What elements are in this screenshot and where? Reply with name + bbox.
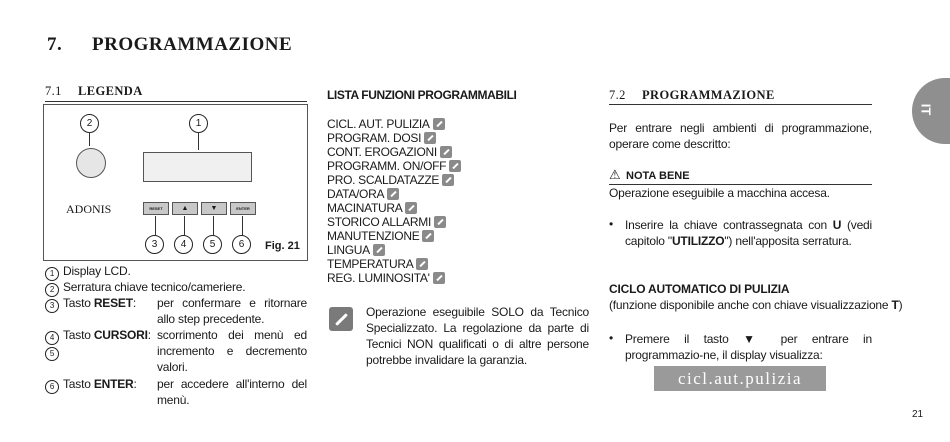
ciclo-subtitle: (funzione disponibile anche con chiave visualizzazione T) [609,298,903,312]
callout-3: 3 [145,235,164,254]
wrench-icon [442,174,454,186]
bullet-insert-key: Inserire la chiave contrassegnata con U (vedi capitolo "UTILIZZO") nell'apposita serratura. [625,218,872,248]
callout-6: 6 [232,235,251,254]
item-label: Tasto [63,377,94,391]
item-number: 1 [45,267,59,281]
callout-4: 4 [174,235,193,254]
legenda-heading [45,84,143,99]
warning-icon: ⚠ [609,167,621,182]
item-number: 5 [45,347,59,361]
legend-item-3 [45,295,136,313]
legend-desc-3: per confermare e ritornare allo step precedente. [157,296,307,326]
wrench-icon [373,244,385,256]
legend-desc-6: per accedere all'interno del menù. [157,377,307,407]
nota-text: Operazione eseguibile a macchina accesa. [609,186,830,200]
ciclo-title: CICLO AUTOMATICO DI PULIZIA [609,282,790,296]
item-label: Display LCD. [63,264,131,278]
leader-line [155,216,156,235]
legend-desc-4: scorrimento dei menù ed incremento e decremento valori. [157,328,307,374]
language-tab-label: IT [918,103,934,116]
function-item: PRO. SCALDATAZZE [327,173,461,187]
wrench-icon [416,258,428,270]
item-label-suffix: : [132,296,136,310]
callout-2: 2 [80,114,99,133]
brand-label: ADONIS [66,202,112,216]
lcd-display [143,152,252,182]
wrench-icon [387,188,399,200]
item-label-suffix: : [133,377,137,391]
legend-item-6 [45,376,137,394]
leader-line [89,132,90,146]
item-label: Tasto [63,328,94,342]
legenda-divider [45,101,307,102]
leader-line [184,216,185,235]
wrench-icon [433,272,445,284]
language-tab [912,78,950,144]
wrench-icon [424,132,436,144]
wrench-icon [440,146,452,158]
function-item: MACINATURA [327,201,461,215]
wrench-icon [405,202,417,214]
legenda-number: 7.1 [45,84,62,98]
cursor-up-button: ▲ [172,202,198,215]
item-number: 6 [45,380,59,394]
item-number: 2 [45,283,59,297]
wrench-icon [329,307,353,331]
programmazione-heading [609,88,775,103]
programmazione-number: 7.2 [609,88,626,102]
page-title [47,34,292,56]
callout-5: 5 [203,235,222,254]
item-label-suffix: : [147,328,151,342]
item-label: Serratura chiave tecnico/cameriere. [63,280,246,294]
reset-button: RESET [143,202,169,215]
function-item: LINGUA [327,243,461,257]
leader-line [242,216,243,235]
legenda-title: LEGENDA [78,84,143,98]
function-item: CONT. EROGAZIONI [327,145,461,159]
wrench-icon [433,118,445,130]
bullet-marker: • [609,217,614,231]
programmazione-title: PROGRAMMAZIONE [642,88,775,102]
intro-text: Per entrare negli ambienti di programmazione, operare come descritto: [609,121,872,151]
section-title: PROGRAMMAZIONE [92,34,293,55]
key-lock-icon [76,148,106,178]
leader-line [213,216,214,235]
wrench-icon [449,160,461,172]
cursor-down-button: ▼ [201,202,227,215]
functions-title: LISTA FUNZIONI PROGRAMMABILI [327,88,517,102]
lcd-readout: cicl.aut.pulizia [654,366,826,391]
function-item: CICL. AUT. PULIZIA [327,117,461,131]
programmazione-divider [609,104,872,105]
page-number: 21 [912,409,924,420]
functions-list [327,117,461,285]
item-number: 4 [45,331,59,345]
callout-1: 1 [189,114,208,133]
item-number: 3 [45,299,59,313]
function-item: PROGRAMM. ON/OFF [327,159,461,173]
function-item: REG. LUMINOSITA' [327,271,461,285]
wrench-icon [422,230,434,242]
function-item: STORICO ALLARMI [327,215,461,229]
function-item: PROGRAM. DOSI [327,131,461,145]
item-label-bold: ENTER [93,377,134,391]
wrench-icon [434,216,446,228]
leader-line [198,132,199,150]
item-label-bold: CURSORI [93,328,148,342]
function-item: DATA/ORA [327,187,461,201]
section-number: 7. [47,34,63,55]
item-label-bold: RESET [93,296,133,310]
bullet-press-key: Premere il tasto ▼ per entrare in programmazio-ne, il display visualizza: [625,332,872,362]
legend-item-5 [45,343,63,361]
nota-title: NOTA BENE [626,170,690,182]
enter-button: ENTER [230,202,256,215]
bullet-marker: • [609,331,614,345]
figure-label: Fig. 21 [265,240,300,252]
item-label: Tasto [63,296,94,310]
technician-note: Operazione eseguibile SOLO da Tecnico Specializzato. La regolazione da parte di Tecnici NON qualificati o di altre persone potrebbe invalidare la garanzia. [366,305,589,367]
function-item: TEMPERATURA [327,257,461,271]
function-item: MANUTENZIONE [327,229,461,243]
